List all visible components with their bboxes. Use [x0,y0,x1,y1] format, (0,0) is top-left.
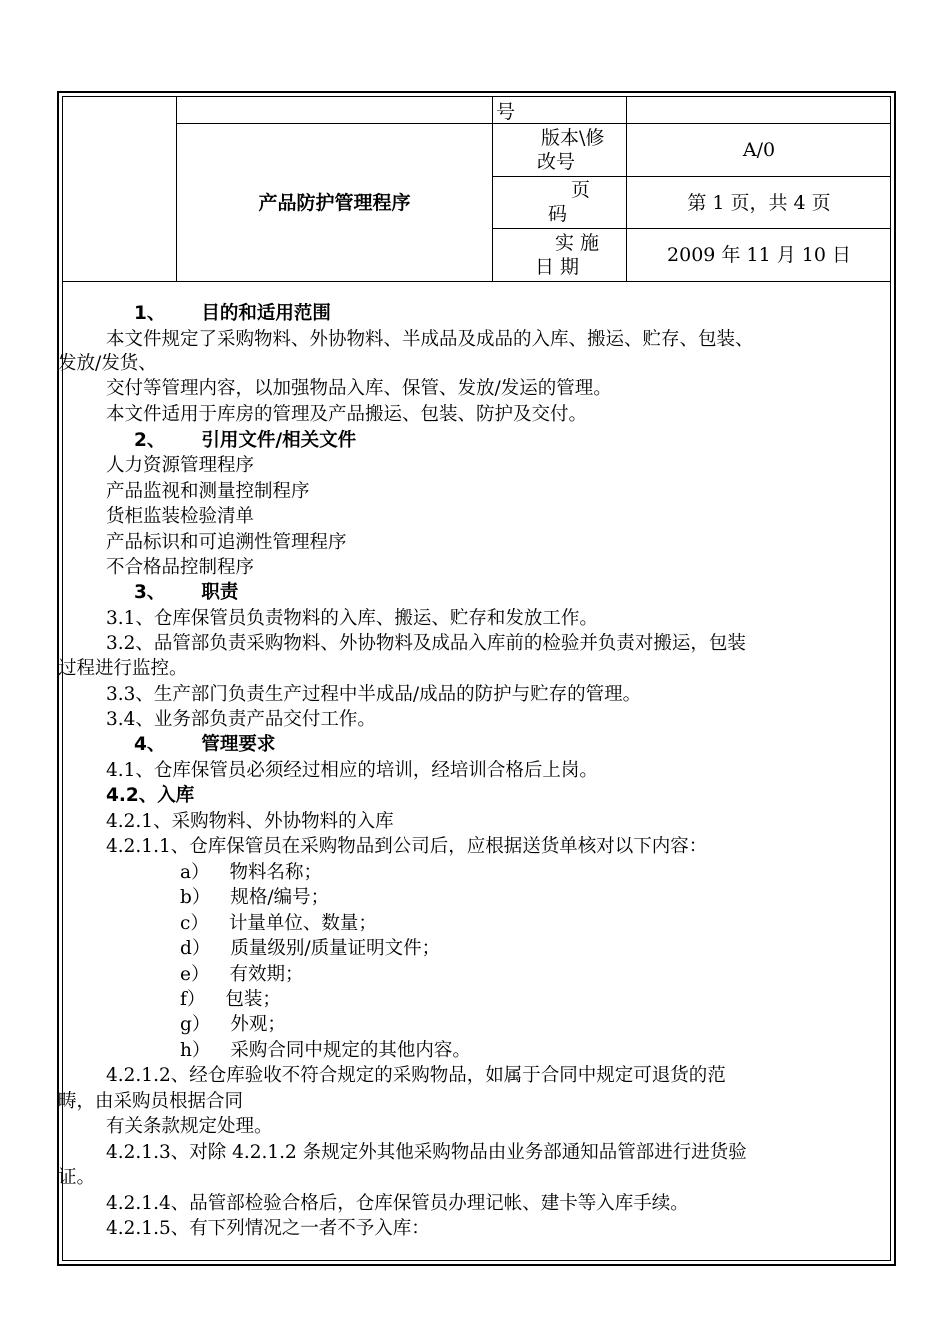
section-2-heading [134,429,356,453]
check-item-key: a） [180,862,210,883]
section-2-title: 引用文件/相关文件 [201,430,357,451]
section-1-number: 1、 [134,303,166,324]
check-item [180,861,322,885]
requirement-4-1: 4.1、仓库保管员必须经过相应的培训，经培训合格后上岗。 [106,760,598,781]
section-4-number: 4、 [134,734,166,755]
check-item-key: h） [180,1040,211,1061]
check-item [180,886,329,910]
requirement-4-2-1-2c: 有关条款规定处理。 [106,1116,273,1137]
page-label-line2: 码 [548,203,568,225]
reference-item: 货柜监装检验清单 [106,506,255,527]
check-item [180,1013,286,1037]
check-item-key: b） [180,887,211,908]
responsibility-3-2a: 3.2、品管部负责采购物料、外协物料及成品入库前的检验并负责对搬运，包装 [106,633,746,654]
check-item [180,1039,471,1063]
requirement-4-2-heading: 4.2、入库 [106,785,195,806]
section-1-title: 目的和适用范围 [201,303,331,324]
page-label-line1: 页 [571,179,591,201]
check-item-text: 质量级别/质量证明文件； [230,938,441,959]
requirement-4-2-1-4: 4.2.1.4、品管部检验合格后，仓库保管员办理记帐、建卡等入库手续。 [106,1193,689,1214]
check-item-text: 规格/编号； [230,887,330,908]
requirement-4-2-1-1: 4.2.1.1、仓库保管员在采购物品到公司后，应根据送货单核对以下内容： [106,836,708,857]
requirement-4-2-1-3a: 4.2.1.3、对除 4.2.1.2 条规定外其他采购物品由业务部通知品管部进行进货验 [106,1142,747,1163]
effective-date-label-line1: 实 施 [555,232,600,254]
requirement-4-2-1-5: 4.2.1.5、有下列情况之一者不予入库： [106,1218,430,1239]
section-3-title: 职责 [201,582,239,603]
requirement-4-2-1-2a: 4.2.1.2、经仓库验收不符合规定的采购物品，如属于合同中规定可退货的范 [106,1065,726,1086]
paragraph-1a: 本文件规定了采购物料、外协物料、半成品及成品的入库、搬运、贮存、包装、 [106,329,754,350]
check-item-text: 计量单位、数量； [228,913,377,934]
reference-item: 产品标识和可追溯性管理程序 [106,532,347,553]
version-value: A/0 [742,139,776,161]
check-item [180,937,440,961]
check-item-key: c） [180,913,209,934]
page-value: 第 1 页，共 4 页 [687,191,831,214]
check-item-key: e） [180,964,210,985]
check-item-text: 采购合同中规定的其他内容。 [230,1040,471,1061]
version-label [493,126,626,174]
responsibility-3-3: 3.3、生产部门负责生产过程中半成品/成品的防护与贮存的管理。 [106,684,642,705]
requirement-4-2-1: 4.2.1、采购物料、外协物料的入库 [106,811,394,832]
section-3-number: 3、 [134,582,166,603]
check-item-key: g） [180,1014,211,1035]
section-3-heading [134,581,238,605]
effective-date-value: 2009 年 11 月 10 日 [667,244,851,266]
check-item-text: 有效期； [229,964,304,985]
responsibility-3-2b: 过程进行监控。 [58,658,188,679]
section-4-title: 管理要求 [201,734,276,755]
check-item-key: d） [180,938,211,959]
check-item [180,988,281,1012]
reference-item: 产品监视和测量控制程序 [106,481,310,502]
effective-date-label-line2: 日 期 [535,256,580,278]
section-4-heading [134,733,275,757]
responsibility-3-1: 3.1、仓库保管员负责物料的入库、搬运、贮存和发放工作。 [106,608,598,629]
page-label [493,178,626,226]
section-2-number: 2、 [134,430,166,451]
check-item [180,963,303,987]
effective-date-label [493,230,626,280]
version-label-line2: 改号 [537,151,576,173]
paragraph-1b: 发放/发货、 [58,353,157,374]
requirement-4-2-1-3b: 证。 [58,1167,96,1188]
section-1-heading [134,302,331,326]
check-item-text: 物料名称； [229,862,323,883]
check-item-key: f） [180,989,206,1010]
responsibility-3-4: 3.4、业务部负责产品交付工作。 [106,709,376,730]
document-title: 产品防护管理程序 [258,191,411,214]
reference-item: 人力资源管理程序 [106,455,255,476]
paragraph-2: 本文件适用于库房的管理及产品搬运、包装、防护及交付。 [106,404,588,425]
header-number-label: 号 [496,101,516,123]
check-item-text: 包装； [225,989,281,1010]
check-item-text: 外观； [230,1014,286,1035]
paragraph-1c: 交付等管理内容，以加强物品入库、保管、发放/发运的管理。 [106,378,612,399]
check-item [180,912,377,936]
requirement-4-2-1-2b: 畴，由采购员根据合同 [58,1091,244,1112]
version-label-line1: 版本\修 [541,127,605,149]
reference-item: 不合格品控制程序 [106,557,255,578]
